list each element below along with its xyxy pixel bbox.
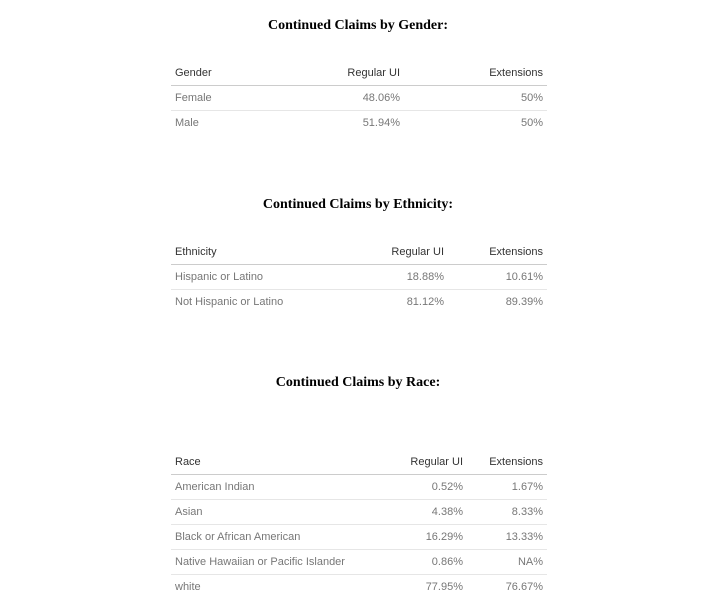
table-row — [171, 86, 547, 111]
column-header-regular-ui: Regular UI — [381, 450, 467, 475]
regular-ui-cell: 81.12% — [359, 290, 448, 315]
extensions-cell: 89.39% — [448, 290, 547, 315]
race-cell: American Indian — [175, 481, 255, 493]
regular-ui-cell: 16.29% — [381, 525, 467, 550]
gender-cell: Male — [171, 111, 299, 136]
extensions-cell: 13.33% — [467, 525, 547, 550]
regular-ui-cell: 51.94% — [299, 111, 404, 136]
regular-ui-cell: 4.38% — [381, 500, 467, 525]
regular-ui-cell: 0.52% — [431, 481, 463, 493]
extensions-cell: NA% — [467, 550, 547, 575]
table-header-row — [171, 61, 547, 86]
extensions-cell: 1.67% — [511, 481, 543, 493]
regular-ui-cell: 77.95% — [381, 575, 467, 600]
table-row — [171, 265, 547, 290]
column-header-extensions: Extensions — [404, 61, 547, 86]
table-row — [171, 525, 547, 550]
table-header-row — [171, 240, 547, 265]
column-header-extensions: Extensions — [467, 450, 547, 475]
race-cell: white — [171, 575, 381, 600]
gender-cell: Female — [175, 92, 212, 104]
table-row — [171, 111, 547, 136]
regular-ui-cell: 48.06% — [362, 92, 400, 104]
ethnicity-cell: Not Hispanic or Latino — [171, 290, 359, 315]
extensions-cell: 50% — [520, 92, 543, 104]
table-row — [171, 550, 547, 575]
column-header-extensions: Extensions — [448, 240, 547, 265]
gender-table — [171, 61, 547, 135]
race-section-title: Continued Claims by Race: — [275, 375, 441, 390]
ethnicity-table — [171, 240, 547, 314]
column-header-race: Race — [171, 450, 381, 475]
race-table — [171, 450, 547, 599]
race-cell: Asian — [171, 500, 381, 525]
table-row — [171, 290, 547, 315]
column-header-gender: Gender — [171, 61, 299, 86]
table-row — [171, 500, 547, 525]
column-header-regular-ui: Regular UI — [359, 240, 448, 265]
ethnicity-cell: Hispanic or Latino — [175, 271, 264, 283]
extensions-cell: 8.33% — [467, 500, 547, 525]
extensions-cell: 76.67% — [467, 575, 547, 600]
table-row — [171, 475, 547, 500]
extensions-cell: 50% — [404, 111, 547, 136]
extensions-cell: 10.61% — [505, 271, 543, 283]
regular-ui-cell: 0.86% — [381, 550, 467, 575]
race-cell: Native Hawaiian or Pacific Islander — [171, 550, 381, 575]
gender-section-title: Continued Claims by Gender: — [267, 18, 449, 33]
table-header-row — [171, 450, 547, 475]
table-row — [171, 575, 547, 600]
regular-ui-cell: 18.88% — [406, 271, 444, 283]
race-cell: Black or African American — [171, 525, 381, 550]
column-header-regular-ui: Regular UI — [299, 61, 404, 86]
column-header-ethnicity: Ethnicity — [171, 240, 359, 265]
ethnicity-section-title: Continued Claims by Ethnicity: — [262, 197, 454, 212]
